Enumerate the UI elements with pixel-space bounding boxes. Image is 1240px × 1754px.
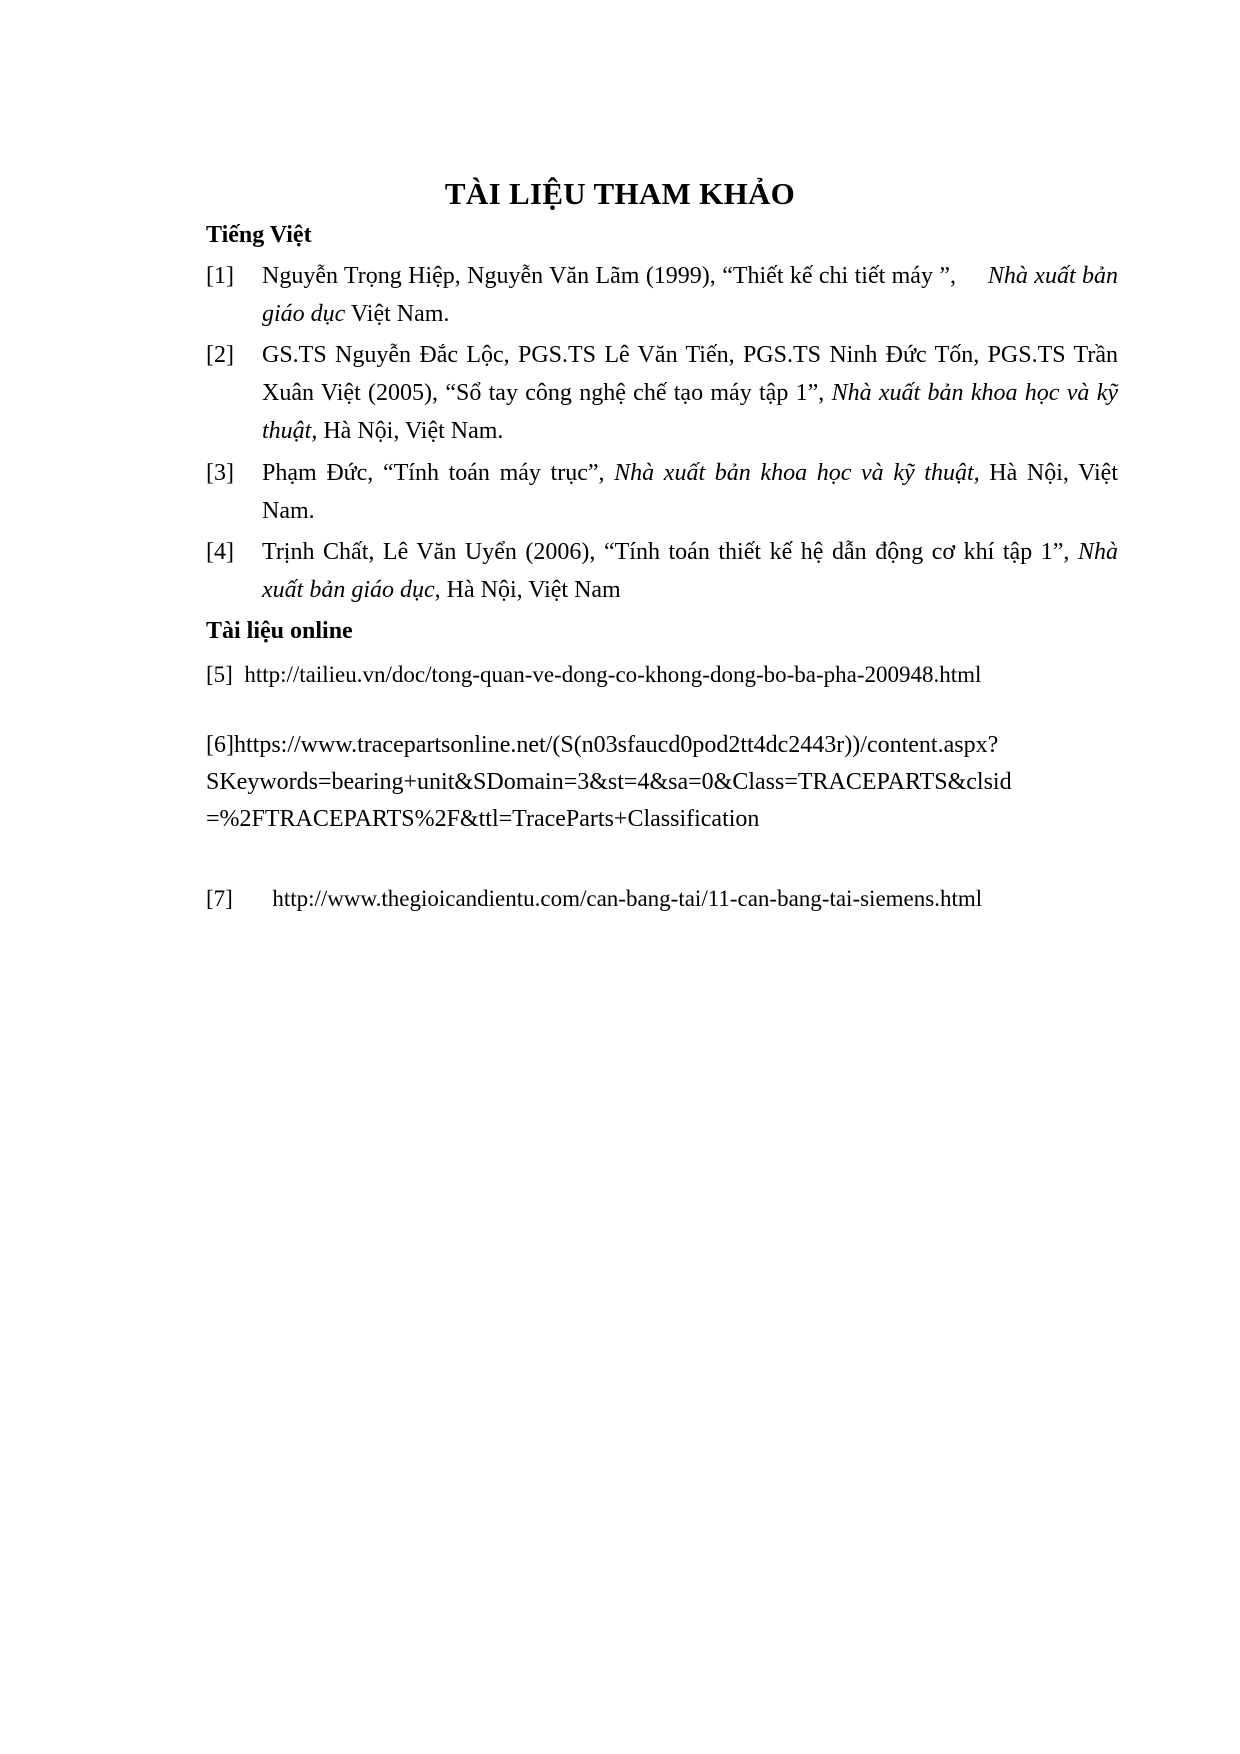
reference-number: [5] (206, 662, 233, 687)
reference-number: [6] (206, 732, 234, 758)
reference-number: [7] (206, 886, 233, 911)
reference-item (206, 727, 1012, 838)
reference-link-line[interactable]: SKeywords=bearing+unit&SDomain=3&st=4&sa=0&Class=TRACEPARTS&clsid (206, 769, 1012, 795)
reference-authors: Phạm Đức, (262, 460, 383, 486)
reference-authors: Nguyễn Trọng Hiệp, Nguyễn Văn Lãm (1999), (262, 263, 723, 289)
reference-item (206, 257, 1118, 333)
reference-place: , Hà Nội, Việt Nam (434, 577, 621, 603)
reference-authors: GS.TS Nguyễn Đắc Lộc, PGS.TS Lê Văn Tiến, PGS.TS Ninh Đức Tốn, PGS.TS Trần Xuân Việt (2005), (262, 342, 1118, 406)
reference-title: “Tính toán thiết kế hệ dẫn động cơ khí tập 1”, (603, 539, 1078, 565)
section-heading-online: Tài liệu online (206, 618, 353, 644)
reference-item (206, 533, 1118, 609)
reference-number: [4] (206, 539, 234, 565)
reference-title: “Sổ tay công nghệ chế tạo máy tập 1”, (445, 380, 832, 406)
reference-item (206, 454, 1118, 530)
reference-text (262, 257, 1118, 333)
reference-place: Việt Nam. (345, 301, 450, 327)
reference-link-line[interactable]: https://www.tracepartsonline.net/(S(n03sfaucd0pod2tt4dc2443r))/content.aspx? (233, 732, 999, 758)
reference-text (262, 336, 1118, 450)
reference-text (262, 454, 1118, 530)
reference-link-line[interactable]: =%2FTRACEPARTS%2F&ttl=TraceParts+Classification (206, 806, 760, 832)
reference-title: “Thiết kế chi tiết máy ”, (722, 263, 956, 289)
reference-number: [3] (206, 460, 234, 486)
reference-publisher: Nhà xuất bản giáo dục (262, 263, 1119, 327)
reference-publisher: Nhà xuất bản khoa học và kỹ thuật, (262, 380, 1118, 444)
reference-item (206, 880, 982, 917)
reference-publisher: Nhà xuất bản khoa học và kỹ thuật, (614, 460, 980, 486)
reference-link[interactable]: http://tailieu.vn/doc/tong-quan-ve-dong-co-khong-dong-bo-ba-pha-200948.html (244, 662, 982, 687)
reference-item (206, 656, 981, 693)
page-title: TÀI LIỆU THAM KHẢO (444, 176, 796, 211)
reference-publisher: Nhà xuất bản giáo dục (262, 539, 1118, 603)
reference-title: “Tính toán máy trục”, (382, 460, 615, 486)
section-heading-vietnamese: Tiếng Việt (206, 222, 312, 248)
reference-number: [1] (206, 263, 234, 289)
reference-place: Hà Nội, Việt Nam. (262, 460, 1118, 524)
reference-number: [2] (206, 342, 234, 368)
reference-item (206, 336, 1118, 450)
reference-link[interactable]: http://www.thegioicandientu.com/can-bang-tai/11-can-bang-tai-siemens.html (272, 886, 983, 911)
reference-text (262, 533, 1118, 609)
reference-authors: Trịnh Chất, Lê Văn Uyển (2006), (262, 539, 604, 565)
reference-place: Hà Nội, Việt Nam. (317, 418, 504, 444)
